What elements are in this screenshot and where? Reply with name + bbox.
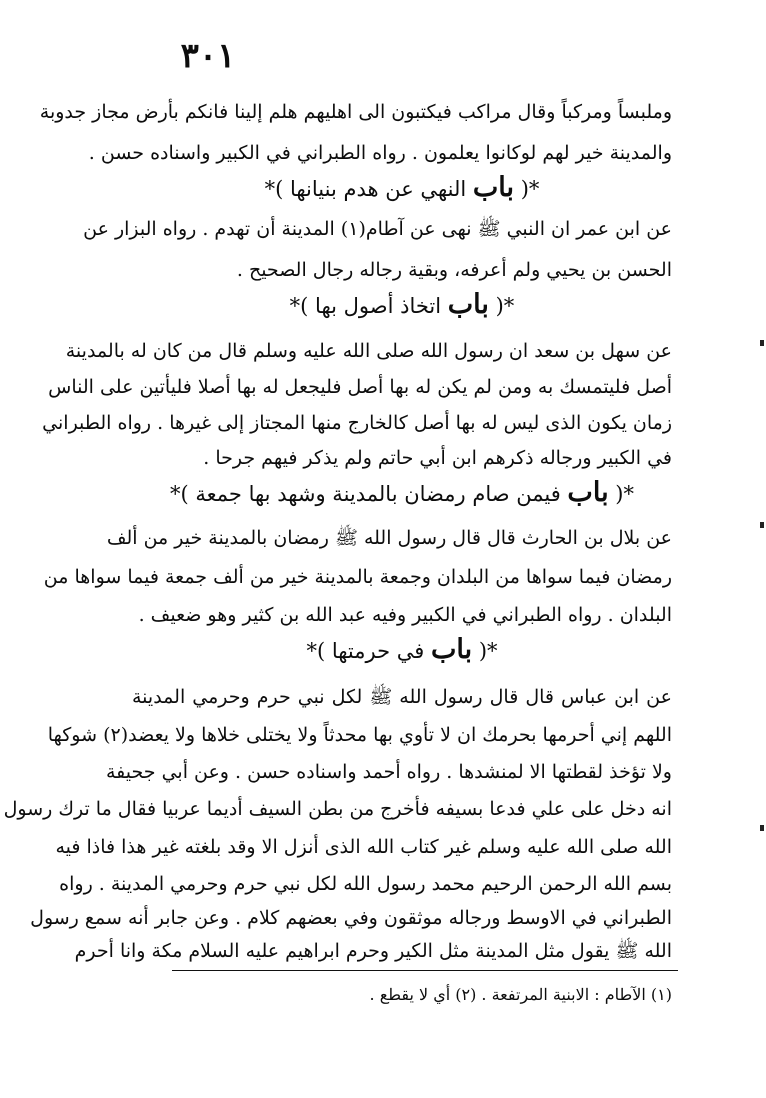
heading-bab: باب	[447, 289, 489, 320]
text-line: زمان يكون الذى ليس له بها أصل كالخارج منها المجتاز إلى غيرها . رواه الطبراني	[42, 412, 672, 434]
text-line: البلدان . رواه الطبراني في الكبير وفيه عبد الله بن كثير وهو ضعيف .	[138, 604, 672, 626]
heading-title: اتخاذ أصول بها	[315, 294, 442, 318]
text-line: الله ﷺ يقول مثل المدينة مثل الكير وحرم ابراهيم عليه السلام مكة وانا أحرم	[74, 940, 672, 962]
section-heading: *( باب فيمن صام رمضان بالمدينة وشهد بها جمعة )*	[170, 477, 634, 508]
section-heading: *( باب في حرمتها )*	[306, 634, 498, 665]
text-line: أصل فليتمسك به ومن لم يكن له بها أصل فليجعل له بها أصلا فليأتين على الناس	[48, 376, 672, 398]
scan-edge-mark	[760, 522, 764, 528]
footnote: (١) الآطام : الابنية المرتفعة . (٢) أي لا يقطع .	[369, 985, 672, 1004]
text-line: عن ابن عمر ان النبي ﷺ نهى عن آطام(١) المدينة أن تهدم . رواه البزار عن	[83, 218, 672, 240]
text-line: عن ابن عباس قال قال رسول الله ﷺ لكل نبي حرم وحرمي المدينة	[132, 686, 672, 708]
text-line: ولا تؤخذ لقطتها الا لمنشدها . رواه أحمد واسناده حسن . وعن أبي جحيفة	[105, 761, 672, 783]
text-line: انه دخل على علي فدعا بسيفه فأخرج من بطن السيف أديما عربيا فقال ما ترك رسول	[3, 798, 672, 820]
heading-title: فيمن صام رمضان بالمدينة وشهد بها جمعة	[195, 482, 561, 506]
text-line: والمدينة خير لهم لوكانوا يعلمون . رواه الطبراني في الكبير واسناده حسن .	[88, 142, 672, 164]
text-line: وملبساً ومركباً وقال مراكب فيكتبون الى اهليهم هلم إلينا فانكم بأرض مجاز جدوبة	[39, 101, 672, 123]
text-line: الطبراني في الاوسط ورجاله موثقون وفي بعضهم كلام . وعن جابر أنه سمع رسول	[30, 907, 672, 929]
heading-title: في حرمتها	[331, 639, 425, 663]
text-line: عن بلال بن الحارث قال قال رسول الله ﷺ رمضان بالمدينة خير من ألف	[106, 527, 672, 549]
heading-bab: باب	[430, 634, 473, 665]
scan-edge-mark	[760, 340, 764, 346]
text-line: في الكبير ورجاله ذكرهم ابن أبي حاتم ولم يذكر فيهم جرحا .	[203, 447, 672, 469]
text-line: رمضان فيما سواها من البلدان وجمعة بالمدينة خير من ألف جمعة فيما سواها من	[43, 566, 672, 588]
text-line: عن سهل بن سعد ان رسول الله صلى الله عليه وسلم قال من كان له بالمدينة	[65, 340, 672, 362]
text-line: الحسن بن يحيي ولم أعرفه، وبقية رجاله رجال الصحيح .	[236, 259, 672, 281]
section-heading: *( باب اتخاذ أصول بها )*	[289, 289, 515, 320]
text-line: بسم الله الرحمن الرحيم محمد رسول الله لكل نبي حرم وحرمي المدينة . رواه	[59, 873, 672, 895]
section-heading: *( باب النهي عن هدم بنيانها )*	[264, 172, 540, 203]
text-line: اللهم إني أحرمها بحرمك ان لا تأوي بها محدثاً ولا يختلى خلاها ولا يعضد(٢) شوكها	[47, 724, 672, 746]
page-number: ٣٠١	[180, 36, 236, 76]
heading-title: النهي عن هدم بنيانها	[289, 177, 467, 201]
text-line: الله صلى الله عليه وسلم غير كتاب الله الذى أنزل الا وقد بلغته غير هذا فاذا فيه	[55, 836, 672, 858]
footnote-divider	[172, 970, 678, 971]
scan-edge-mark	[760, 825, 764, 831]
heading-bab: باب	[567, 477, 609, 508]
heading-bab: باب	[472, 172, 515, 203]
